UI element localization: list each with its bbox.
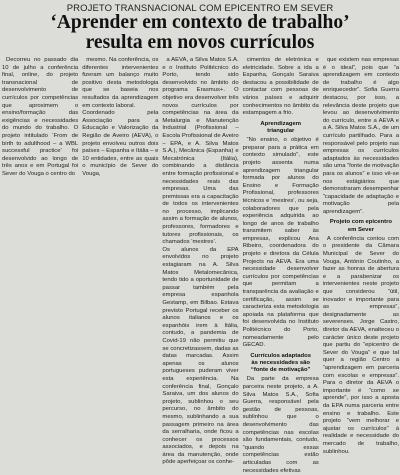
column-2 — [82, 57, 158, 421]
article-headline — [0, 13, 400, 53]
article-body — [2, 57, 400, 474]
body-paragraph: “No ensino, o objetivo é preparar para a prática em contexto simulado”, este projeto assenta numa aprendizagem triangular formada por alunos do Ensino e Formação Profissional, professores técnicos e ‘mestres’, ou seja, colaboradores que pela experiência adquirida ao longo de anos de trabalho transmitem saber às empresas, explicou Ana Ribeiro, coordenadora do projeto e diretora da Célula Projects na AEVA. Era uma necessidade desenvolver currículos por competências que permitam a transparência da avaliação e certificação, assim se caracteriza esta metodologia apoiada na plataforma que foi desenvolvida no Instituto Politécnico do Porto, nomeadamente pelo GECAD. — [242, 137, 319, 349]
headline-line-2: resulta em novos currículos — [85, 32, 315, 53]
body-paragraph: a AEVA, a Silva Matos S.A. e o Instituto Politécnico do Porto, tendo sido desenvolvido no âmbito do programa Erasmus+. O objetivo era desenvolver três novos currículos por competências na área da Metalurgia e Manutenção Industrial (Profissional – Escola Profissional de Aveiro – EPA, e A. Silva Matos S.A.), Mecânica (Espanha) e Mecatrónica (Itália), combinando a distância entre formação profissional e necessidades reais das empresas. Uma das premissas era a capacitação de todos os intervenientes no processo, implicando assim a formação de alunos, professores, formadores e tutores profissionais, os chamados ‘mestres’. Os alunos da EPA envolvidos no projeto estagiaram na A. Silva Matos Metalomecânica, tendo tido a oportunidade de passar também pela empresa espanhola Gestamp, em Bilbao. Estava previsto Portugal receber os alunos italianos e os espanhóis irem à Itália, contudo, a pandemia de Covid-19 não permitiu que se concretizassem, dadas as datas marcadas. Assim apenas os alunos portugueses puderam viver esta experiência. Na conferência final, Gonçalo Saraiva, um dos alunos do projeto, sublinhou o seu percurso, no âmbito do mesmo, sublinhando a sua passagem primeiro na área da serralharia, onde ficou a conhecer os processos associados, e depois na área da manutenção, onde pôde aperfeiçoar os conhe- — [162, 57, 239, 466]
body-paragraph: cimentos de eletrónica e eletricidade. Sobre a ida a Espanha, Gonçalo Saraiva destacou a possibilidade de contactar com pessoas de vários países e adquirir conhecimentos no âmbito da estampagem a frio. — [242, 57, 319, 117]
body-paragraph: que existem nas empresas é o ideal”, pois que “a aprendizagem em contexto de trabalho é algo enriquecedor”. Sofia Guerra destacou, por isso, a relevância deste projeto que levou ao desenvolvimento do currículo, entre a AEVA e a A. Silva Matos S.A., de um currículo partilhado. Para a responsável pelo projeto nas empresas os currículos adaptados às necessidades são uma “fonte de motivação para os alunos” e isso vê-se nos estágiários que demonstraram desempenhar “capacidade de adaptação e motivação pela aprendizagem”. — [322, 57, 400, 215]
body-paragraph: A conferência contou com o presidente da Câmara Municipal de Sever do Vouga, António Coutinho, a fazer as honras de abertura e a parabenizar os intervenientes neste projeto que considerou “útil, inovador e importante para as empresas”, designadamente as severenses. Jorge Castro, diretor da AEVA, enalteceu o carácter único deste projeto que partiu do “epicentro de Sever do Vouga” e que tal quer a região Centro a “aprendizagem em parceria com escolas e empresas”. Para o diretor da AEVA o importante é “como se aprende”, por isso a aposta da EPA numa parceria entre ensino e trabalho. Este projeto “vem melhorar e ajustar os currículos” à realidade e necessidade do mercado de trabalho, sublinhou. — [322, 235, 400, 455]
subheading-curriculos: Currículos adaptados às necessidades são “fonte de motivação” — [250, 352, 311, 374]
body-paragraph: Decorreu no passado dia 10 de julho a conferência final, online, do projeto transnacional de desenvolvimento de currículos por competências que aproximem o ensino/formação das exigências e necessidades do mundo do trabalho. O projeto intitulado ‘From de birth to adulthood – a WBL successful practice’ foi desenvolvido ao longo de três anos e em Portugal foi Sever do Vouga o centro do — [2, 57, 79, 177]
headline-line-1: ‘Aprender em contexto de trabalho’ — [50, 12, 350, 33]
column-5 — [322, 57, 400, 455]
article-kicker: PROJETO TRANSNACIONAL COM EPICENTRO EM SEVER — [66, 3, 334, 14]
column-4 — [242, 57, 319, 474]
column-3 — [162, 57, 239, 466]
subheading-aprendizagem: Aprendizagem triangular — [260, 120, 301, 134]
subheading-epicentro: Projeto com epicentro em Sever — [329, 219, 393, 233]
body-paragraph: Da parte da empresa parceira neste projeto, a A. Silva Matos S.A., Sofia Guerra, responsável pela gestão de pessoas, sublinhou que o desenvolvimento das competências nas escolas são fundamentais, contudo, “quando essas competências estão articuladas com as necessidades efetivas — [242, 376, 319, 474]
body-paragraph: mesmo. Na conferência, os diferentes intervenientes fizeram um balanço muito positivo desta metodologia que se baseia nos resultados da aprendizagem em contexto laboral. Coordenado pela Associação para a Educação e Valorização da Região de Aveiro (AEVA), o projeto envolveu outros dois países – Espanha e Itália – e 10 entidades, entre as quais o município de Sever do Vouga, — [82, 57, 159, 177]
column-1 — [2, 57, 78, 421]
